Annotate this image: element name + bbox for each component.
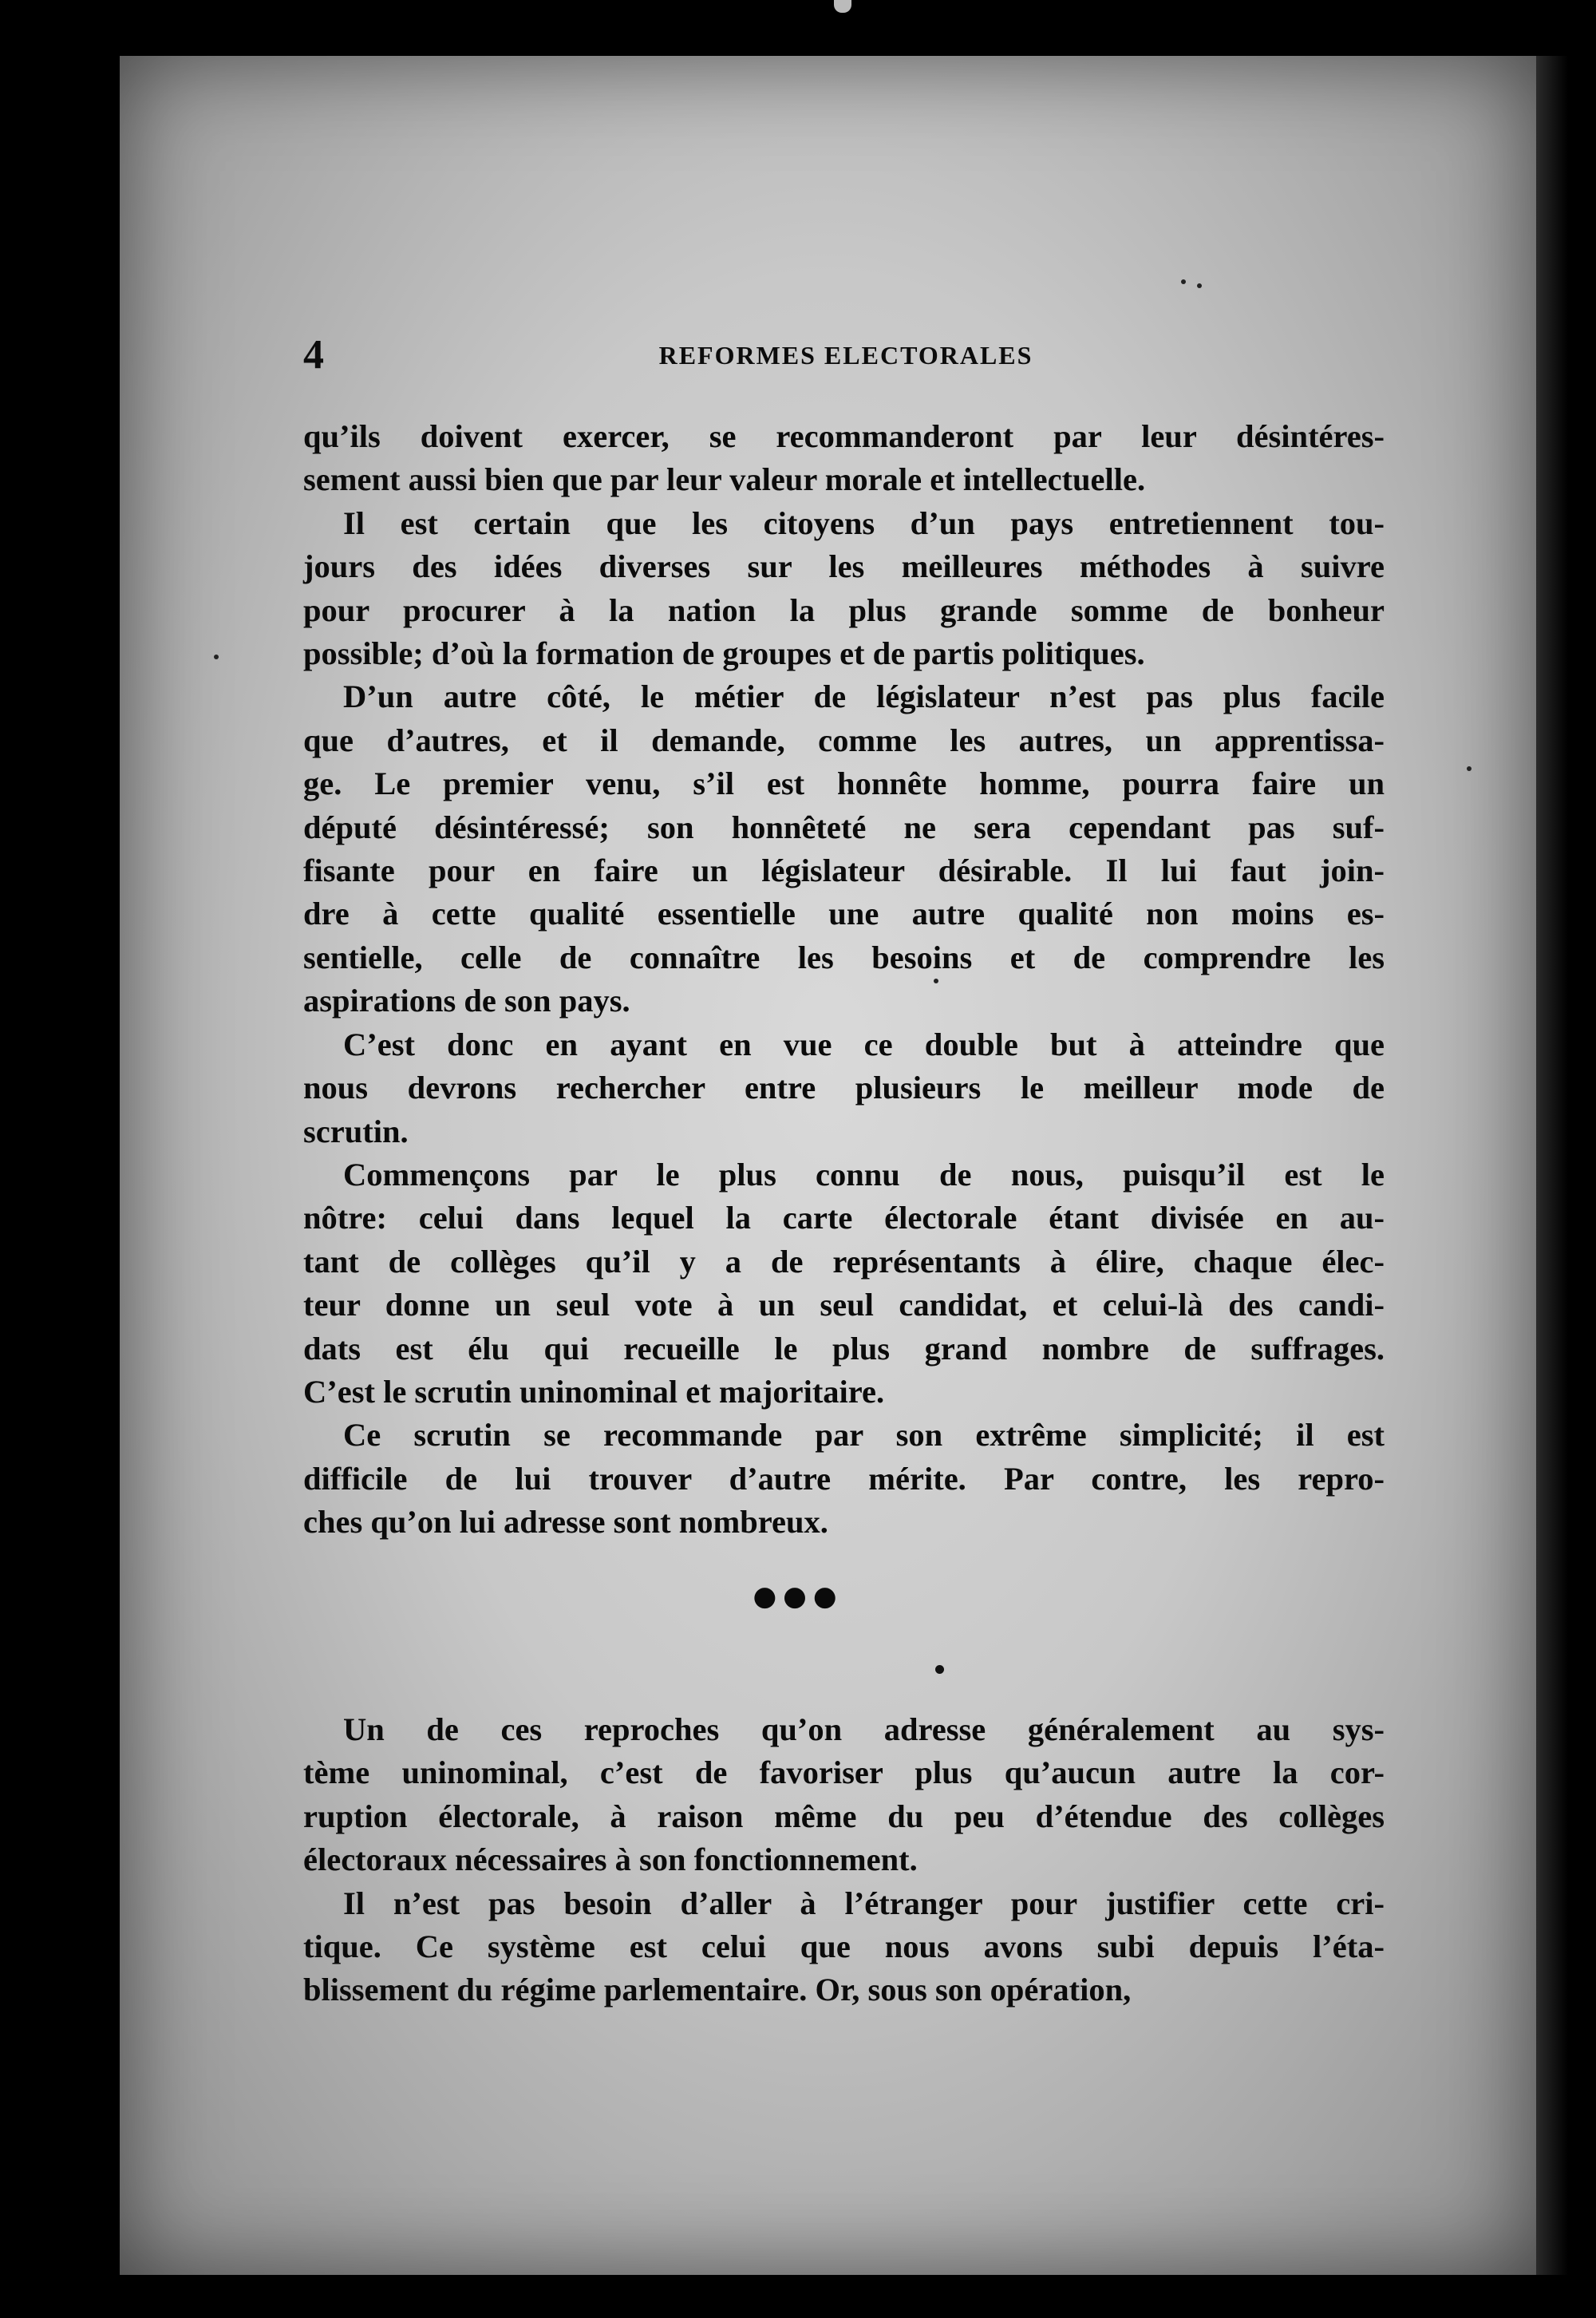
text-line: Il n’est pas besoin d’aller à l’étranger pour justifier cette cri- <box>343 1885 1385 1921</box>
text-line: sement aussi bien que par leur valeur morale et intellectuelle. <box>303 461 1146 498</box>
text-line: Il est certain que les citoyens d’un pays entretiennent tou- <box>343 504 1385 541</box>
text-line: fisante pour en faire un législateur désirable. Il lui faut join- <box>303 852 1385 889</box>
text-line: pour procurer à la nation la plus grande somme de bonheur <box>303 591 1385 628</box>
text-line: teur donne un seul vote à un seul candidat, et celui-là des candi- <box>303 1287 1385 1323</box>
text-line: difficile de lui trouver d’autre mérite. Par contre, les repro- <box>303 1460 1385 1497</box>
text-line: sentielle, celle de connaître les besoins et de comprendre les <box>303 939 1385 975</box>
body-text-bottom <box>303 1708 1385 2012</box>
text-line: dats est élu qui recueille le plus grand nombre de suffrages. <box>303 1330 1385 1367</box>
text-line: nôtre: celui dans lequel la carte électorale étant divisée en au- <box>303 1200 1385 1236</box>
text-line: Commençons par le plus connu de nous, puisqu’il est le <box>343 1156 1385 1193</box>
text-line: Un de ces reproches qu’on adresse généralement au sys- <box>343 1711 1385 1747</box>
text-line: tant de collèges qu’il y a de représentants à élire, chaque élec- <box>303 1243 1385 1280</box>
text-line: aspirations de son pays. <box>303 983 630 1019</box>
page-edge-shadow <box>1536 56 1568 2275</box>
text-line: possible; d’où la formation de groupes et de partis politiques. <box>303 635 1145 672</box>
text-line: nous devrons rechercher entre plusieurs le meilleur mode de <box>303 1070 1385 1106</box>
ink-speck <box>1181 279 1186 284</box>
ink-speck <box>214 655 219 659</box>
text-line: ge. Le premier venu, s’il est honnête homme, pourra faire un <box>303 765 1385 802</box>
running-header <box>303 331 1389 379</box>
text-line: que d’autres, et il demande, comme les autres, un apprentissa- <box>303 722 1385 758</box>
text-line: tique. Ce système est celui que nous avons subi depuis l’éta- <box>303 1928 1385 1965</box>
ink-speck <box>1467 766 1472 771</box>
running-title: REFORMES ELECTORALES <box>658 341 1033 370</box>
text-line: député désintéressé; son honnêteté ne sera cependant pas suf- <box>303 809 1385 845</box>
section-ornament: ●●● <box>753 1580 843 1612</box>
text-line: C’est donc en ayant en vue ce double but à atteindre que <box>343 1026 1385 1062</box>
text-line: D’un autre côté, le métier de législateur n’est pas plus facile <box>343 678 1385 715</box>
text-line: Ce scrutin se recommande par son extrême simplicité; il est <box>343 1417 1385 1454</box>
page-number: 4 <box>303 332 324 378</box>
text-line: ches qu’on lui adresse sont nombreux. <box>303 1504 828 1541</box>
ink-speck <box>1197 283 1202 288</box>
text-line: ruption électorale, à raison même du peu d’étendue des collèges <box>303 1798 1385 1834</box>
text-line: scrutin. <box>303 1113 409 1149</box>
text-line: tème uninominal, c’est de favoriser plus qu’aucun autre la cor- <box>303 1754 1385 1791</box>
text-line: C’est le scrutin uninominal et majoritaire. <box>303 1373 885 1410</box>
ornament-dot <box>935 1665 944 1674</box>
text-line: qu’ils doivent exercer, se recommanderont par leur désintéres- <box>303 418 1385 454</box>
text-line: jours des idées diverses sur les meilleures méthodes à suivre <box>303 548 1385 585</box>
text-line: dre à cette qualité essentielle une autre qualité non moins es- <box>303 896 1385 932</box>
text-line: blissement du régime parlementaire. Or, sous son opération, <box>303 1972 1132 2008</box>
body-text-top <box>303 415 1385 1545</box>
text-line: électoraux nécessaires à son fonctionnement. <box>303 1841 918 1878</box>
